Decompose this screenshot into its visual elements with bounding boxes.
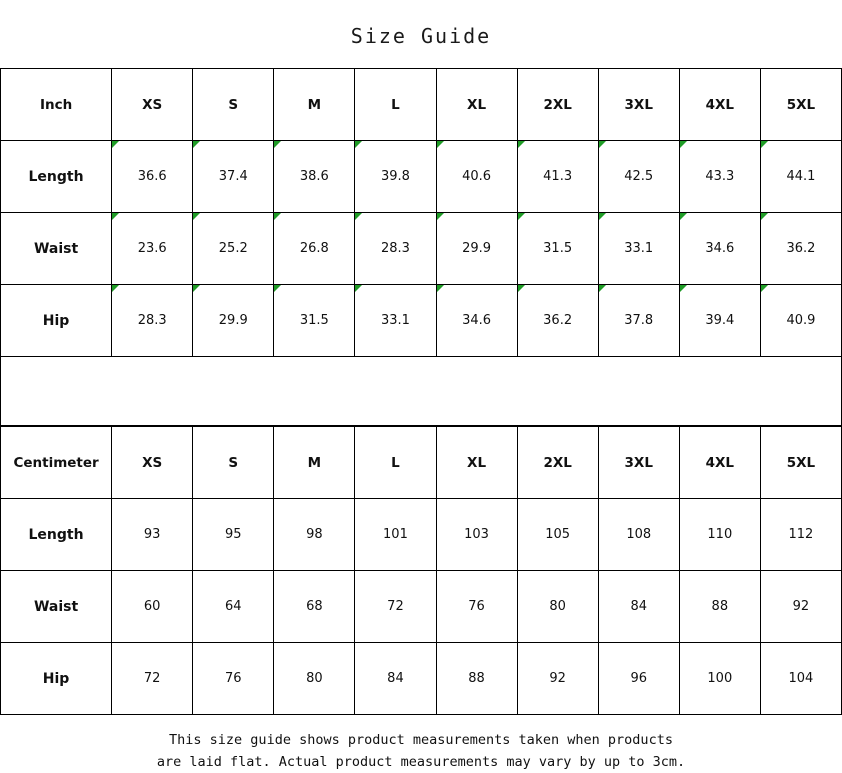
row-label-hip: Hip bbox=[1, 285, 112, 357]
cell-hip-xs: 72 bbox=[112, 643, 193, 715]
cell-length-s: 95 bbox=[193, 499, 274, 571]
cell-hip-5xl: 40.9 bbox=[760, 285, 841, 357]
cell-hip-4xl: 100 bbox=[679, 643, 760, 715]
size-table-inch bbox=[0, 68, 842, 357]
cell-waist-m: 26.8 bbox=[274, 213, 355, 285]
cell-hip-3xl: 96 bbox=[598, 643, 679, 715]
cell-hip-3xl: 37.8 bbox=[598, 285, 679, 357]
size-header-3xl: 3XL bbox=[598, 427, 679, 499]
cell-hip-m: 31.5 bbox=[274, 285, 355, 357]
cell-waist-xs: 60 bbox=[112, 571, 193, 643]
cell-waist-4xl: 34.6 bbox=[679, 213, 760, 285]
cell-length-3xl: 42.5 bbox=[598, 141, 679, 213]
table-row bbox=[1, 213, 842, 285]
size-table-centimeter bbox=[0, 426, 842, 715]
cell-hip-2xl: 92 bbox=[517, 643, 598, 715]
size-header-l: L bbox=[355, 427, 436, 499]
cell-waist-s: 64 bbox=[193, 571, 274, 643]
cell-length-5xl: 44.1 bbox=[760, 141, 841, 213]
row-label-waist: Waist bbox=[1, 571, 112, 643]
footer-note bbox=[0, 715, 842, 773]
footer-note-line1: This size guide shows product measurements taken when products bbox=[169, 732, 673, 748]
unit-label-inch: Inch bbox=[1, 69, 112, 141]
cell-hip-s: 29.9 bbox=[193, 285, 274, 357]
cell-hip-s: 76 bbox=[193, 643, 274, 715]
size-header-s: S bbox=[193, 427, 274, 499]
row-label-waist: Waist bbox=[1, 213, 112, 285]
table-separator-band bbox=[0, 357, 842, 426]
row-label-length: Length bbox=[1, 499, 112, 571]
cell-length-5xl: 112 bbox=[760, 499, 841, 571]
cell-waist-3xl: 33.1 bbox=[598, 213, 679, 285]
cell-hip-l: 33.1 bbox=[355, 285, 436, 357]
size-header-xs: XS bbox=[112, 69, 193, 141]
cell-waist-3xl: 84 bbox=[598, 571, 679, 643]
cell-length-xl: 103 bbox=[436, 499, 517, 571]
size-header-s: S bbox=[193, 69, 274, 141]
table-row bbox=[1, 499, 842, 571]
size-header-m: M bbox=[274, 69, 355, 141]
unit-label-centimeter: Centimeter bbox=[1, 427, 112, 499]
cell-length-s: 37.4 bbox=[193, 141, 274, 213]
table-header-row bbox=[1, 69, 842, 141]
size-header-2xl: 2XL bbox=[517, 69, 598, 141]
cell-length-xs: 93 bbox=[112, 499, 193, 571]
size-header-5xl: 5XL bbox=[760, 427, 841, 499]
cell-hip-xl: 34.6 bbox=[436, 285, 517, 357]
cell-length-l: 39.8 bbox=[355, 141, 436, 213]
cell-length-xs: 36.6 bbox=[112, 141, 193, 213]
size-header-m: M bbox=[274, 427, 355, 499]
cell-waist-xl: 76 bbox=[436, 571, 517, 643]
cell-length-3xl: 108 bbox=[598, 499, 679, 571]
size-header-3xl: 3XL bbox=[598, 69, 679, 141]
cell-hip-l: 84 bbox=[355, 643, 436, 715]
cell-length-l: 101 bbox=[355, 499, 436, 571]
cell-waist-5xl: 36.2 bbox=[760, 213, 841, 285]
row-label-hip: Hip bbox=[1, 643, 112, 715]
table-row bbox=[1, 571, 842, 643]
table-header-row bbox=[1, 427, 842, 499]
cell-length-2xl: 41.3 bbox=[517, 141, 598, 213]
table-row bbox=[1, 285, 842, 357]
table-row bbox=[1, 141, 842, 213]
cell-waist-xl: 29.9 bbox=[436, 213, 517, 285]
cell-waist-2xl: 31.5 bbox=[517, 213, 598, 285]
size-header-4xl: 4XL bbox=[679, 69, 760, 141]
cell-length-m: 98 bbox=[274, 499, 355, 571]
cell-hip-xl: 88 bbox=[436, 643, 517, 715]
table-row bbox=[1, 643, 842, 715]
cell-length-m: 38.6 bbox=[274, 141, 355, 213]
cell-waist-2xl: 80 bbox=[517, 571, 598, 643]
cell-hip-m: 80 bbox=[274, 643, 355, 715]
size-header-5xl: 5XL bbox=[760, 69, 841, 141]
size-header-4xl: 4XL bbox=[679, 427, 760, 499]
row-label-length: Length bbox=[1, 141, 112, 213]
cell-waist-5xl: 92 bbox=[760, 571, 841, 643]
page-title: Size Guide bbox=[350, 24, 492, 48]
cell-waist-m: 68 bbox=[274, 571, 355, 643]
cell-hip-xs: 28.3 bbox=[112, 285, 193, 357]
cell-length-2xl: 105 bbox=[517, 499, 598, 571]
cell-hip-4xl: 39.4 bbox=[679, 285, 760, 357]
size-header-l: L bbox=[355, 69, 436, 141]
footer-note-line2: are laid flat. Actual product measurements may vary by up to 3cm. bbox=[156, 754, 686, 770]
size-header-xl: XL bbox=[436, 69, 517, 141]
cell-waist-l: 28.3 bbox=[355, 213, 436, 285]
size-header-xs: XS bbox=[112, 427, 193, 499]
cell-hip-2xl: 36.2 bbox=[517, 285, 598, 357]
cell-waist-4xl: 88 bbox=[679, 571, 760, 643]
cell-length-4xl: 43.3 bbox=[679, 141, 760, 213]
cell-length-4xl: 110 bbox=[679, 499, 760, 571]
cell-waist-s: 25.2 bbox=[193, 213, 274, 285]
cell-waist-xs: 23.6 bbox=[112, 213, 193, 285]
size-header-xl: XL bbox=[436, 427, 517, 499]
cell-waist-l: 72 bbox=[355, 571, 436, 643]
size-header-2xl: 2XL bbox=[517, 427, 598, 499]
cell-hip-5xl: 104 bbox=[760, 643, 841, 715]
cell-length-xl: 40.6 bbox=[436, 141, 517, 213]
